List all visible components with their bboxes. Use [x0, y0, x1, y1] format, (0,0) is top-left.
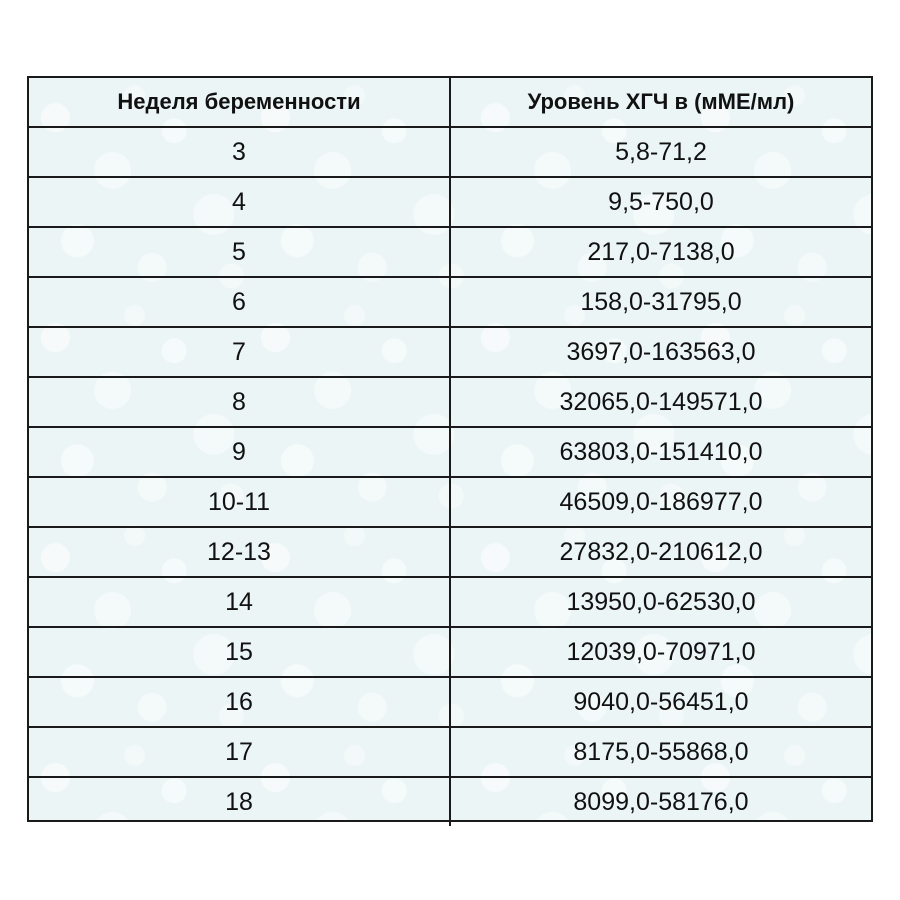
table-row — [29, 227, 871, 277]
hcg-cell: 13950,0-62530,0 — [450, 577, 871, 627]
table-row — [29, 777, 871, 826]
hcg-cell: 217,0-7138,0 — [450, 227, 871, 277]
hcg-cell: 3697,0-163563,0 — [450, 327, 871, 377]
table-row — [29, 377, 871, 427]
week-cell: 14 — [29, 577, 450, 627]
week-cell: 15 — [29, 627, 450, 677]
table-row — [29, 177, 871, 227]
week-cell: 10-11 — [29, 477, 450, 527]
week-cell: 7 — [29, 327, 450, 377]
week-cell: 9 — [29, 427, 450, 477]
table-header-row — [29, 78, 871, 127]
hcg-cell: 27832,0-210612,0 — [450, 527, 871, 577]
hcg-cell: 12039,0-70971,0 — [450, 627, 871, 677]
hcg-cell: 8099,0-58176,0 — [450, 777, 871, 826]
hcg-cell: 158,0-31795,0 — [450, 277, 871, 327]
table-row — [29, 577, 871, 627]
week-cell: 8 — [29, 377, 450, 427]
hcg-table-container — [27, 76, 873, 822]
table-row — [29, 677, 871, 727]
header-hcg: Уровень ХГЧ в (мМЕ/мл) — [450, 78, 871, 127]
week-cell: 4 — [29, 177, 450, 227]
week-cell: 18 — [29, 777, 450, 826]
week-cell: 3 — [29, 127, 450, 177]
week-cell: 5 — [29, 227, 450, 277]
hcg-cell: 46509,0-186977,0 — [450, 477, 871, 527]
week-cell: 16 — [29, 677, 450, 727]
table-row — [29, 477, 871, 527]
hcg-cell: 8175,0-55868,0 — [450, 727, 871, 777]
hcg-cell: 32065,0-149571,0 — [450, 377, 871, 427]
week-cell: 6 — [29, 277, 450, 327]
week-cell: 17 — [29, 727, 450, 777]
table-row — [29, 327, 871, 377]
table-row — [29, 127, 871, 177]
table-row — [29, 277, 871, 327]
week-cell: 12-13 — [29, 527, 450, 577]
hcg-cell: 9,5-750,0 — [450, 177, 871, 227]
header-week: Неделя беременности — [29, 78, 450, 127]
hcg-cell: 9040,0-56451,0 — [450, 677, 871, 727]
table-row — [29, 727, 871, 777]
hcg-cell: 5,8-71,2 — [450, 127, 871, 177]
table-row — [29, 527, 871, 577]
hcg-table — [29, 78, 871, 826]
table-row — [29, 627, 871, 677]
table-row — [29, 427, 871, 477]
hcg-cell: 63803,0-151410,0 — [450, 427, 871, 477]
